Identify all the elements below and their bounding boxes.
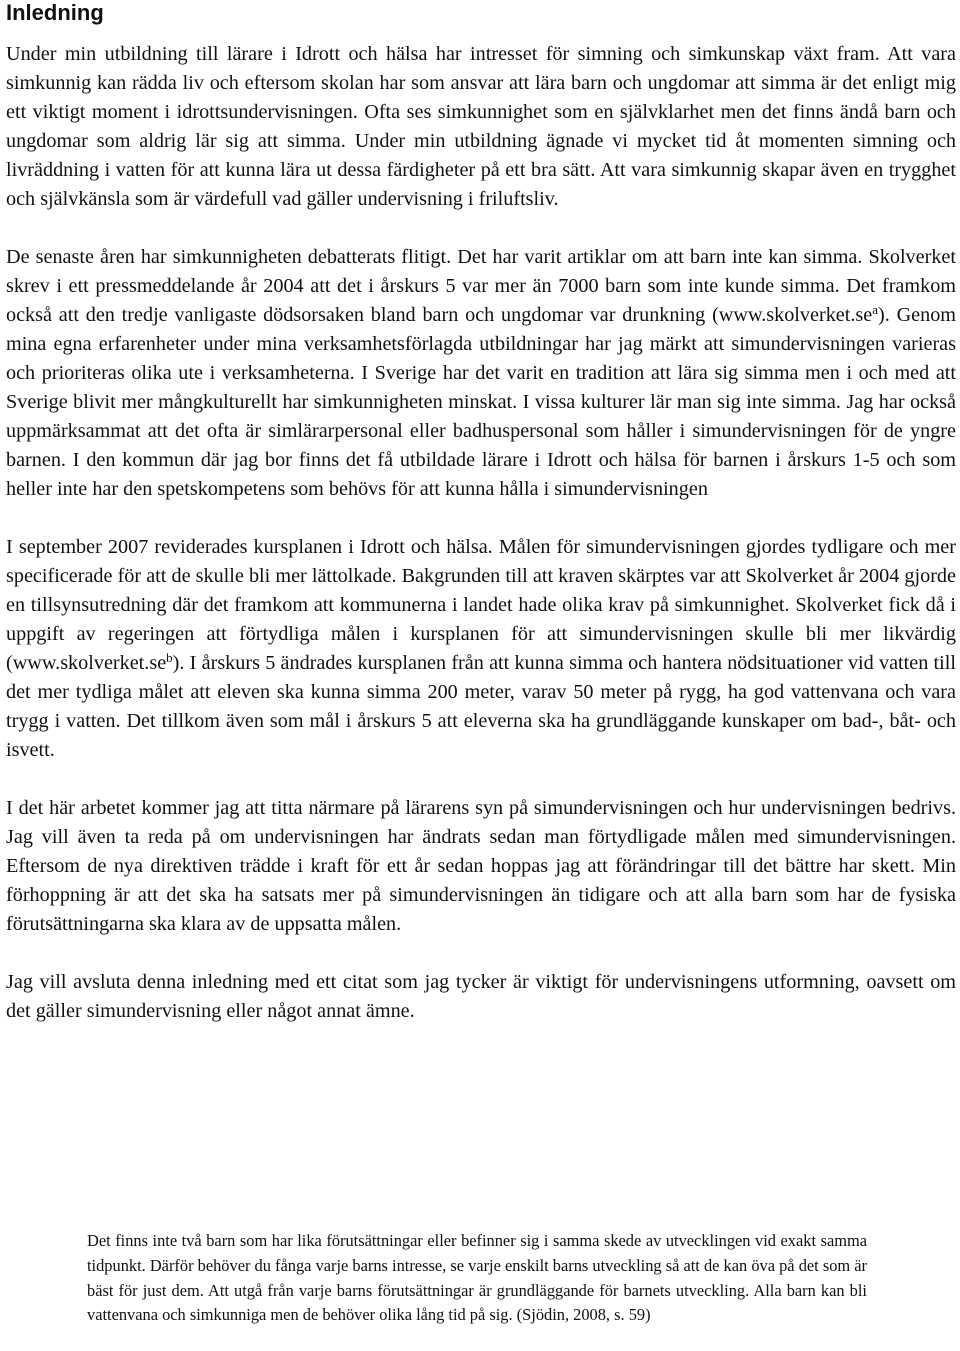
block-quote: Det finns inte två barn som har lika förutsättningar eller befinner sig i samma skede av utvecklingen vid exakt samma tidpunkt. Därför behöver du fånga varje barns intresse, se varje enskilt barns utveckling så att de kan öva på det som är bäst för just dem. Att utgå från varje barns förutsättningar är grundläggande för barnets utveckling. Alla barn kan bli vattenvana och simkunniga men de behöver olika lång tid på sig. (Sjödin, 2008, s. 59): [87, 1231, 867, 1325]
paragraph-curriculum-text-1: I september 2007 reviderades kursplanen i Idrott och hälsa. Målen för simundervisningen gjordes tydligare och mer specificerade för att de skulle bli mer lättolkade. Bakgrunden till att kraven skärptes var att Skolverket år 2004 gjorde en tillsynsutredning där det framkom att kommunerna i landet hade olika krav på simkunnighet. Skolverket fick då i uppgift av regeringen att förtydliga målen i kursplanen för att simundervisningen skulle bli mer likvärdig (www.skolverket.se: [6, 536, 956, 674]
paragraph-debate-text-2: ). Genom mina egna erfarenheter under mina verksamhetsförlagda utbildningar har jag märkt att simundervisningen varieras och prioriteras olika ute i verksamheterna. I Sverige har det varit en tradition att lära sig simma men i och med att Sverige blivit mer mångkulturellt har simkunnigheten minskat. I vissa kulturer lär man sig inte simma. Jag har också uppmärksammat att det ofta är simlärarpersonal eller badhuspersonal som håller i simundervisningen för de yngre barnen. I den kommun där jag bor finns det få utbildade lärare i Idrott och hälsa för barnen i årskurs 1-5 och som heller inte har den spetskompetens som behövs för att kunna hålla i simundervisningen: [6, 304, 956, 500]
section-heading: Inledning: [6, 0, 104, 25]
paragraph-curriculum-text-2: ). I årskurs 5 ändrades kursplanen från att kunna simma och hantera nödsituationer vid vatten till det mer tydliga målet att eleven ska kunna simma 200 meter, varav 50 meter på rygg, ha god vattenvana och vara trygg i vatten. Det tillkom även som mål i årskurs 5 att eleverna ska ha grundläggande kunskaper om bad-, båt- och isvett.: [6, 652, 956, 761]
footnote-marker-b: b: [166, 650, 173, 665]
paragraph-intro: Under min utbildning till lärare i Idrott och hälsa har intresset för simning och simkunskap växt fram. Att vara simkunnig kan rädda liv och eftersom skolan har som ansvar att lära barn och ungdomar att simma är det enligt mig ett viktigt moment i idrottsundervisningen. Ofta ses simkunnighet som en självklarhet men det finns ändå barn och ungdomar som aldrig lär sig att simma. Under min utbildning ägnade vi mycket tid åt momenten simning och livräddning i vatten för att kunna lära ut dessa färdigheter på ett bra sätt. Att vara simkunnig skapar även en trygghet och självkänsla som är värdefull vad gäller undervisning i friluftsliv.: [6, 43, 956, 210]
footnote-marker-a: a: [872, 302, 878, 317]
paragraph-curriculum: [6, 533, 956, 765]
paragraph-closing: Jag vill avsluta denna inledning med ett citat som jag tycker är viktigt för undervisningens utformning, oavsett om det gäller simundervisning eller något annat ämne.: [6, 971, 956, 1022]
paragraph-aim: I det här arbetet kommer jag att titta närmare på lärarens syn på simundervisningen och hur undervisningen bedrivs. Jag vill även ta reda på om undervisningen har ändrats sedan man förtydligade målen med simundervisningen. Eftersom de nya direktiven trädde i kraft för ett år sedan hoppas jag att förändringar till det bättre har skett. Min förhoppning är att det ska ha satsats mer på simundervisningen än tidigare och att alla barn som har de fysiska förutsättningarna ska klara av de uppsatta målen.: [6, 797, 956, 935]
paragraph-debate-text-1: De senaste åren har simkunnigheten debatterats flitigt. Det har varit artiklar om att barn inte kan simma. Skolverket skrev i ett pressmeddelande år 2004 att det i årskurs 5 var mer än 7000 barn som inte kunde simma. Det framkom också att den tredje vanligaste dödsorsaken bland barn och ungdomar var drunkning (www.skolverket.se: [6, 246, 956, 326]
document-page: [6, 0, 956, 1026]
paragraph-debate: [6, 243, 956, 504]
